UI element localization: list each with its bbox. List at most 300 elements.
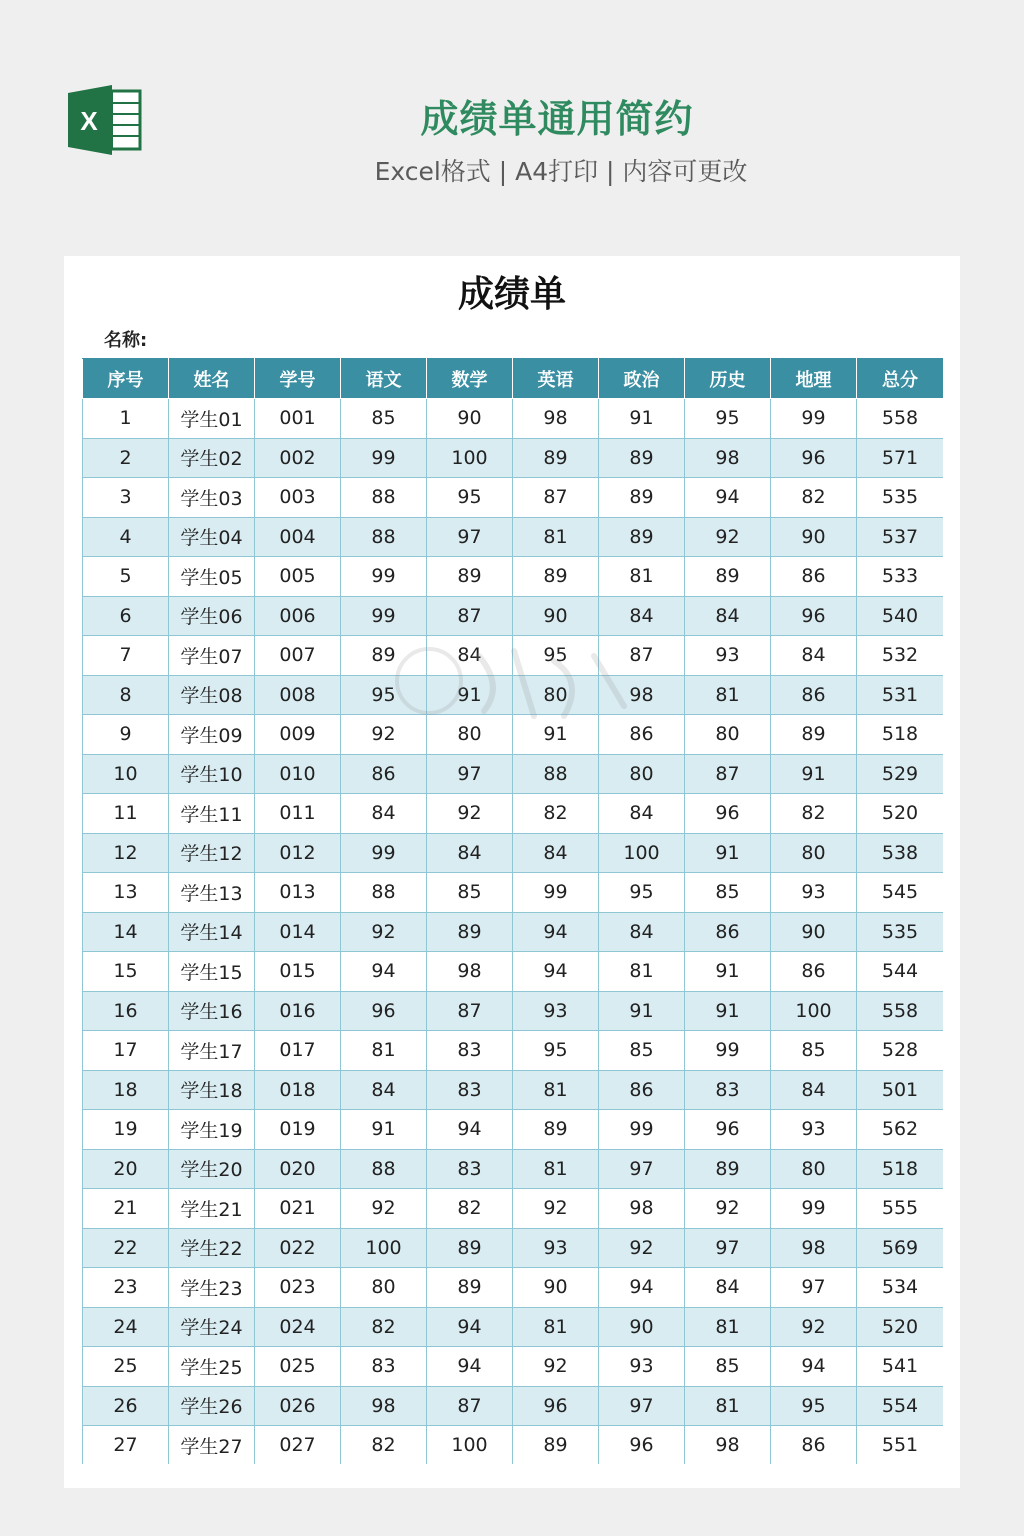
table-cell[interactable]: 91 (599, 991, 685, 1031)
table-cell[interactable]: 学生20 (169, 1149, 255, 1189)
table-cell[interactable]: 85 (427, 873, 513, 913)
table-cell[interactable]: 81 (685, 675, 771, 715)
table-cell[interactable]: 91 (513, 715, 599, 755)
table-row (83, 675, 944, 715)
table-row (83, 1228, 944, 1268)
table-cell[interactable]: 91 (771, 754, 857, 794)
table-cell[interactable]: 100 (341, 1228, 427, 1268)
table-cell[interactable]: 84 (341, 1070, 427, 1110)
table-cell[interactable]: 82 (513, 794, 599, 834)
table-cell[interactable]: 95 (341, 675, 427, 715)
table-row (83, 991, 944, 1031)
table-cell[interactable]: 558 (857, 399, 944, 439)
table-row (83, 1307, 944, 1347)
table-cell[interactable]: 520 (857, 1307, 944, 1347)
table-cell[interactable]: 12 (83, 833, 169, 873)
table-cell[interactable]: 84 (513, 833, 599, 873)
table-cell[interactable]: 535 (857, 912, 944, 952)
table-cell[interactable]: 81 (513, 1149, 599, 1189)
table-cell[interactable]: 554 (857, 1386, 944, 1426)
column-header: 数学 (427, 359, 513, 399)
table-cell[interactable]: 007 (255, 636, 341, 676)
table-cell[interactable]: 555 (857, 1189, 944, 1229)
table-cell[interactable]: 84 (685, 596, 771, 636)
table-cell[interactable]: 003 (255, 478, 341, 518)
table-cell[interactable]: 82 (771, 794, 857, 834)
table-cell[interactable]: 87 (513, 478, 599, 518)
table-cell[interactable]: 7 (83, 636, 169, 676)
table-cell[interactable]: 85 (685, 873, 771, 913)
table-cell[interactable]: 86 (685, 912, 771, 952)
table-cell[interactable]: 012 (255, 833, 341, 873)
table-cell[interactable]: 99 (341, 557, 427, 597)
promo-header (0, 0, 1024, 256)
table-cell[interactable]: 017 (255, 1031, 341, 1071)
table-cell[interactable]: 92 (513, 1347, 599, 1387)
table-cell[interactable]: 1 (83, 399, 169, 439)
table-cell[interactable]: 89 (685, 1149, 771, 1189)
table-cell[interactable]: 学生01 (169, 399, 255, 439)
table-cell[interactable]: 87 (599, 636, 685, 676)
table-cell[interactable]: 5 (83, 557, 169, 597)
table-cell[interactable]: 学生09 (169, 715, 255, 755)
table-cell[interactable]: 学生04 (169, 517, 255, 557)
table-cell[interactable]: 97 (599, 1386, 685, 1426)
table-cell[interactable]: 86 (771, 675, 857, 715)
table-cell[interactable]: 93 (513, 1228, 599, 1268)
table-cell[interactable]: 89 (685, 557, 771, 597)
table-cell[interactable]: 学生19 (169, 1110, 255, 1150)
table-cell[interactable]: 95 (513, 1031, 599, 1071)
table-cell[interactable]: 87 (685, 754, 771, 794)
table-cell[interactable]: 528 (857, 1031, 944, 1071)
table-cell[interactable]: 87 (427, 596, 513, 636)
table-cell[interactable]: 89 (427, 1268, 513, 1308)
table-cell[interactable]: 100 (771, 991, 857, 1031)
column-header: 姓名 (169, 359, 255, 399)
table-cell[interactable]: 82 (771, 478, 857, 518)
table-cell[interactable]: 3 (83, 478, 169, 518)
table-cell[interactable]: 571 (857, 438, 944, 478)
table-cell[interactable]: 学生02 (169, 438, 255, 478)
table-row (83, 1149, 944, 1189)
score-sheet (64, 256, 960, 1488)
table-cell[interactable]: 93 (771, 1110, 857, 1150)
table-cell[interactable]: 学生13 (169, 873, 255, 913)
table-cell[interactable]: 87 (427, 1386, 513, 1426)
table-cell[interactable]: 91 (427, 675, 513, 715)
table-cell[interactable]: 545 (857, 873, 944, 913)
table-cell[interactable]: 83 (685, 1070, 771, 1110)
table-cell[interactable]: 001 (255, 399, 341, 439)
table-cell[interactable]: 学生14 (169, 912, 255, 952)
table-cell[interactable]: 89 (513, 438, 599, 478)
table-cell[interactable]: 97 (771, 1268, 857, 1308)
sheet-title: 成绩单 (457, 274, 566, 315)
table-cell[interactable]: 94 (427, 1307, 513, 1347)
table-cell[interactable]: 23 (83, 1268, 169, 1308)
table-cell[interactable]: 81 (513, 517, 599, 557)
table-cell[interactable]: 86 (599, 1070, 685, 1110)
table-cell[interactable]: 学生21 (169, 1189, 255, 1229)
table-cell[interactable]: 91 (685, 833, 771, 873)
table-cell[interactable]: 95 (771, 1386, 857, 1426)
table-cell[interactable]: 88 (341, 517, 427, 557)
table-cell[interactable]: 学生27 (169, 1426, 255, 1465)
column-header: 英语 (513, 359, 599, 399)
table-cell[interactable]: 学生24 (169, 1307, 255, 1347)
table-cell[interactable]: 83 (427, 1149, 513, 1189)
table-cell[interactable]: 81 (685, 1386, 771, 1426)
table-cell[interactable]: 100 (427, 438, 513, 478)
column-header: 序号 (83, 359, 169, 399)
table-cell[interactable]: 98 (513, 399, 599, 439)
table-cell[interactable]: 82 (341, 1307, 427, 1347)
table-cell[interactable]: 80 (771, 1149, 857, 1189)
table-cell[interactable]: 006 (255, 596, 341, 636)
table-cell[interactable]: 93 (599, 1347, 685, 1387)
table-cell[interactable]: 80 (771, 833, 857, 873)
table-cell[interactable]: 92 (771, 1307, 857, 1347)
score-table-wrap (82, 358, 943, 1464)
table-cell[interactable]: 020 (255, 1149, 341, 1189)
table-cell[interactable]: 89 (599, 517, 685, 557)
table-cell[interactable]: 99 (341, 438, 427, 478)
column-header: 地理 (771, 359, 857, 399)
table-cell[interactable]: 100 (427, 1426, 513, 1465)
table-cell[interactable]: 学生10 (169, 754, 255, 794)
table-cell[interactable]: 85 (771, 1031, 857, 1071)
table-cell[interactable]: 92 (685, 1189, 771, 1229)
table-cell[interactable]: 551 (857, 1426, 944, 1465)
table-cell[interactable]: 022 (255, 1228, 341, 1268)
table-cell[interactable]: 4 (83, 517, 169, 557)
table-cell[interactable]: 87 (427, 991, 513, 1031)
table-cell[interactable]: 98 (771, 1228, 857, 1268)
table-cell[interactable]: 002 (255, 438, 341, 478)
table-cell[interactable]: 81 (513, 1307, 599, 1347)
table-cell[interactable]: 学生23 (169, 1268, 255, 1308)
table-row (83, 1189, 944, 1229)
table-cell[interactable]: 84 (427, 833, 513, 873)
table-cell[interactable]: 81 (599, 557, 685, 597)
table-cell[interactable]: 学生25 (169, 1347, 255, 1387)
table-cell[interactable]: 85 (599, 1031, 685, 1071)
table-cell[interactable]: 541 (857, 1347, 944, 1387)
table-cell[interactable]: 004 (255, 517, 341, 557)
table-cell[interactable]: 93 (685, 636, 771, 676)
table-cell[interactable]: 90 (771, 912, 857, 952)
table-cell[interactable]: 96 (771, 596, 857, 636)
table-cell[interactable]: 531 (857, 675, 944, 715)
table-cell[interactable]: 535 (857, 478, 944, 518)
table-cell[interactable]: 84 (599, 794, 685, 834)
promo-subtitle: Excel格式 | A4打印 | 内容可更改 (374, 157, 748, 186)
table-cell[interactable]: 88 (341, 1149, 427, 1189)
table-cell[interactable]: 92 (599, 1228, 685, 1268)
table-cell[interactable]: 22 (83, 1228, 169, 1268)
table-cell[interactable]: 16 (83, 991, 169, 1031)
table-cell[interactable]: 80 (599, 754, 685, 794)
table-cell[interactable]: 83 (427, 1070, 513, 1110)
table-cell[interactable]: 94 (599, 1268, 685, 1308)
table-cell[interactable]: 89 (599, 478, 685, 518)
table-cell[interactable]: 学生12 (169, 833, 255, 873)
table-cell[interactable]: 518 (857, 1149, 944, 1189)
table-cell[interactable]: 86 (771, 1426, 857, 1465)
table-cell[interactable]: 94 (427, 1347, 513, 1387)
table-cell[interactable]: 92 (685, 517, 771, 557)
table-cell[interactable]: 94 (685, 478, 771, 518)
table-cell[interactable]: 8 (83, 675, 169, 715)
table-cell[interactable]: 98 (599, 675, 685, 715)
table-cell[interactable]: 89 (513, 1426, 599, 1465)
table-cell[interactable]: 008 (255, 675, 341, 715)
table-cell[interactable]: 96 (341, 991, 427, 1031)
table-cell[interactable]: 19 (83, 1110, 169, 1150)
table-cell[interactable]: 010 (255, 754, 341, 794)
table-cell[interactable]: 89 (599, 438, 685, 478)
table-cell[interactable]: 96 (513, 1386, 599, 1426)
table-cell[interactable]: 97 (685, 1228, 771, 1268)
table-cell[interactable]: 21 (83, 1189, 169, 1229)
table-cell[interactable]: 82 (341, 1426, 427, 1465)
table-cell[interactable]: 92 (427, 794, 513, 834)
table-cell[interactable]: 学生26 (169, 1386, 255, 1426)
table-cell[interactable]: 97 (599, 1149, 685, 1189)
table-cell[interactable]: 018 (255, 1070, 341, 1110)
table-cell[interactable]: 88 (341, 478, 427, 518)
table-cell[interactable]: 94 (771, 1347, 857, 1387)
table-cell[interactable]: 86 (771, 557, 857, 597)
table-cell[interactable]: 533 (857, 557, 944, 597)
score-table (82, 358, 943, 1464)
table-cell[interactable]: 学生08 (169, 675, 255, 715)
table-cell[interactable]: 94 (513, 912, 599, 952)
table-cell[interactable]: 88 (513, 754, 599, 794)
table-cell[interactable]: 91 (685, 952, 771, 992)
table-row (83, 912, 944, 952)
table-cell[interactable]: 27 (83, 1426, 169, 1465)
table-cell[interactable]: 544 (857, 952, 944, 992)
table-cell[interactable]: 98 (685, 1426, 771, 1465)
table-cell[interactable]: 86 (599, 715, 685, 755)
table-cell[interactable]: 82 (427, 1189, 513, 1229)
table-cell[interactable]: 89 (427, 1228, 513, 1268)
table-row (83, 952, 944, 992)
table-cell[interactable]: 95 (513, 636, 599, 676)
table-cell[interactable]: 86 (771, 952, 857, 992)
table-cell[interactable]: 96 (685, 794, 771, 834)
table-cell[interactable]: 20 (83, 1149, 169, 1189)
table-cell[interactable]: 11 (83, 794, 169, 834)
table-cell[interactable]: 89 (513, 1110, 599, 1150)
table-cell[interactable]: 84 (341, 794, 427, 834)
table-cell[interactable]: 013 (255, 873, 341, 913)
table-cell[interactable]: 18 (83, 1070, 169, 1110)
table-cell[interactable]: 81 (513, 1070, 599, 1110)
table-cell[interactable]: 24 (83, 1307, 169, 1347)
table-cell[interactable]: 99 (771, 399, 857, 439)
table-cell[interactable]: 84 (427, 636, 513, 676)
table-cell[interactable]: 89 (341, 636, 427, 676)
table-cell[interactable]: 009 (255, 715, 341, 755)
table-cell[interactable]: 99 (599, 1110, 685, 1150)
table-cell[interactable]: 90 (599, 1307, 685, 1347)
column-header: 学号 (255, 359, 341, 399)
table-cell[interactable]: 011 (255, 794, 341, 834)
table-cell[interactable]: 84 (685, 1268, 771, 1308)
table-cell[interactable]: 99 (685, 1031, 771, 1071)
table-cell[interactable]: 99 (513, 873, 599, 913)
table-cell[interactable]: 96 (685, 1110, 771, 1150)
table-cell[interactable]: 81 (599, 952, 685, 992)
table-cell[interactable]: 015 (255, 952, 341, 992)
table-cell[interactable]: 93 (771, 873, 857, 913)
table-cell[interactable]: 80 (427, 715, 513, 755)
table-cell[interactable]: 91 (341, 1110, 427, 1150)
name-label: 名称: (104, 330, 148, 351)
table-row (83, 715, 944, 755)
table-cell[interactable]: 84 (599, 596, 685, 636)
table-cell[interactable]: 562 (857, 1110, 944, 1150)
table-cell[interactable]: 学生03 (169, 478, 255, 518)
table-cell[interactable]: 14 (83, 912, 169, 952)
table-cell[interactable]: 94 (513, 952, 599, 992)
table-cell[interactable]: 2 (83, 438, 169, 478)
table-cell[interactable]: 019 (255, 1110, 341, 1150)
table-cell[interactable]: 80 (685, 715, 771, 755)
table-cell[interactable]: 学生18 (169, 1070, 255, 1110)
table-cell[interactable]: 80 (513, 675, 599, 715)
table-cell[interactable]: 98 (341, 1386, 427, 1426)
table-cell[interactable]: 92 (341, 912, 427, 952)
table-cell[interactable]: 021 (255, 1189, 341, 1229)
table-cell[interactable]: 99 (341, 833, 427, 873)
table-cell[interactable]: 89 (771, 715, 857, 755)
table-cell[interactable]: 026 (255, 1386, 341, 1426)
table-cell[interactable]: 81 (685, 1307, 771, 1347)
table-cell[interactable]: 88 (341, 873, 427, 913)
table-row (83, 636, 944, 676)
table-cell[interactable]: 90 (513, 1268, 599, 1308)
table-cell[interactable]: 91 (599, 399, 685, 439)
table-cell[interactable]: 94 (341, 952, 427, 992)
table-cell[interactable]: 005 (255, 557, 341, 597)
table-cell[interactable]: 96 (771, 438, 857, 478)
table-cell[interactable]: 537 (857, 517, 944, 557)
table-cell[interactable]: 6 (83, 596, 169, 636)
table-row (83, 1386, 944, 1426)
table-cell[interactable]: 93 (513, 991, 599, 1031)
table-cell[interactable]: 025 (255, 1347, 341, 1387)
table-cell[interactable]: 98 (599, 1189, 685, 1229)
table-cell[interactable]: 027 (255, 1426, 341, 1465)
table-cell[interactable]: 91 (685, 991, 771, 1031)
table-cell[interactable]: 016 (255, 991, 341, 1031)
table-cell[interactable]: 学生17 (169, 1031, 255, 1071)
table-cell[interactable]: 95 (599, 873, 685, 913)
table-cell[interactable]: 89 (427, 557, 513, 597)
table-cell[interactable]: 83 (341, 1347, 427, 1387)
excel-icon-letter: X (80, 106, 98, 136)
table-cell[interactable]: 25 (83, 1347, 169, 1387)
table-cell[interactable]: 学生16 (169, 991, 255, 1031)
table-cell[interactable]: 569 (857, 1228, 944, 1268)
table-cell[interactable]: 538 (857, 833, 944, 873)
table-cell[interactable]: 90 (427, 399, 513, 439)
table-row (83, 873, 944, 913)
table-cell[interactable]: 15 (83, 952, 169, 992)
table-cell[interactable]: 540 (857, 596, 944, 636)
table-cell[interactable]: 92 (513, 1189, 599, 1229)
table-cell[interactable]: 学生07 (169, 636, 255, 676)
table-cell[interactable]: 90 (771, 517, 857, 557)
table-cell[interactable]: 97 (427, 754, 513, 794)
table-cell[interactable]: 520 (857, 794, 944, 834)
table-cell[interactable]: 534 (857, 1268, 944, 1308)
table-cell[interactable]: 95 (427, 478, 513, 518)
table-cell[interactable]: 558 (857, 991, 944, 1031)
table-cell[interactable]: 97 (427, 517, 513, 557)
table-cell[interactable]: 84 (771, 1070, 857, 1110)
table-row (83, 1110, 944, 1150)
table-cell[interactable]: 99 (771, 1189, 857, 1229)
table-cell[interactable]: 89 (513, 557, 599, 597)
table-cell[interactable]: 92 (341, 1189, 427, 1229)
table-cell[interactable]: 024 (255, 1307, 341, 1347)
table-cell[interactable]: 83 (427, 1031, 513, 1071)
table-cell[interactable]: 17 (83, 1031, 169, 1071)
table-cell[interactable]: 学生11 (169, 794, 255, 834)
table-cell[interactable]: 023 (255, 1268, 341, 1308)
table-cell[interactable]: 26 (83, 1386, 169, 1426)
table-cell[interactable]: 80 (341, 1268, 427, 1308)
table-cell[interactable]: 518 (857, 715, 944, 755)
table-cell[interactable]: 529 (857, 754, 944, 794)
table-cell[interactable]: 9 (83, 715, 169, 755)
table-cell[interactable]: 84 (771, 636, 857, 676)
table-cell[interactable]: 100 (599, 833, 685, 873)
table-cell[interactable]: 学生05 (169, 557, 255, 597)
table-cell[interactable]: 学生22 (169, 1228, 255, 1268)
table-cell[interactable]: 94 (427, 1110, 513, 1150)
table-cell[interactable]: 014 (255, 912, 341, 952)
table-cell[interactable]: 98 (685, 438, 771, 478)
table-cell[interactable]: 89 (427, 912, 513, 952)
table-cell[interactable]: 90 (513, 596, 599, 636)
table-cell[interactable]: 96 (599, 1426, 685, 1465)
table-cell[interactable]: 10 (83, 754, 169, 794)
table-cell[interactable]: 501 (857, 1070, 944, 1110)
table-cell[interactable]: 81 (341, 1031, 427, 1071)
table-row (83, 833, 944, 873)
table-cell[interactable]: 85 (685, 1347, 771, 1387)
table-cell[interactable]: 532 (857, 636, 944, 676)
table-cell[interactable]: 84 (599, 912, 685, 952)
table-cell[interactable]: 学生06 (169, 596, 255, 636)
table-cell[interactable]: 13 (83, 873, 169, 913)
table-cell[interactable]: 86 (341, 754, 427, 794)
table-cell[interactable]: 85 (341, 399, 427, 439)
table-row (83, 596, 944, 636)
table-row (83, 1070, 944, 1110)
table-cell[interactable]: 95 (685, 399, 771, 439)
table-cell[interactable]: 99 (341, 596, 427, 636)
table-cell[interactable]: 98 (427, 952, 513, 992)
table-cell[interactable]: 92 (341, 715, 427, 755)
table-cell[interactable]: 学生15 (169, 952, 255, 992)
